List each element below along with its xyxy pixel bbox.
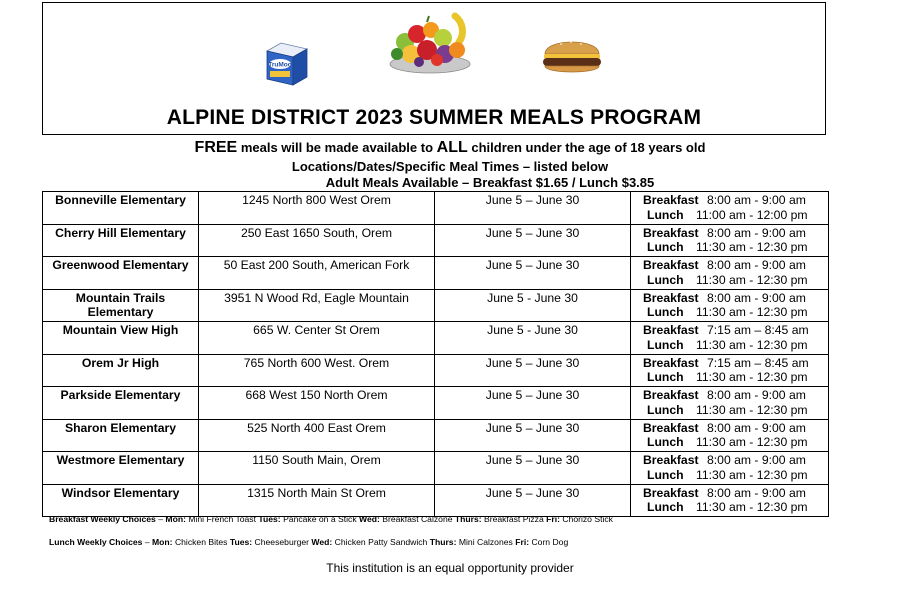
service-dates: June 5 – June 30 <box>435 257 631 290</box>
lunch-label: Lunch <box>647 500 684 515</box>
breakfast-time: 8:00 am - 9:00 am <box>707 388 806 402</box>
choice-day: Mon: <box>165 514 186 524</box>
table-row <box>43 419 829 452</box>
lunch-time-line <box>631 305 828 320</box>
lunch-time-line <box>631 435 828 450</box>
breakfast-label: Breakfast <box>643 193 699 207</box>
choice-day: Thurs: <box>454 514 482 524</box>
fruit-basket-icon <box>383 8 478 76</box>
schedule-table <box>42 191 829 517</box>
breakfast-choices-heading: Breakfast Weekly Choices <box>49 514 156 524</box>
breakfast-time: 8:00 am - 9:00 am <box>707 485 806 500</box>
breakfast-label: Breakfast <box>643 420 699 435</box>
school-address: 525 North 400 East Orem <box>199 419 435 452</box>
lunch-time: 11:30 am - 12:30 pm <box>696 467 808 482</box>
milk-brand-label: TruMoo <box>268 61 292 69</box>
table-row <box>43 289 829 322</box>
choice-item: Breakfast Pizza <box>484 514 544 524</box>
school-name: Westmore Elementary <box>43 452 199 485</box>
breakfast-label: Breakfast <box>643 453 699 467</box>
meal-times <box>631 484 829 517</box>
table-row <box>43 224 829 257</box>
lunch-time-line <box>631 403 828 418</box>
lunch-choices: Lunch Weekly Choices – Mon: Chicken Bites Tues: Cheeseburger Wed: Chicken Patty Sandwich Thurs: Mini Calzones Fri: Corn Dog <box>49 537 569 547</box>
breakfast-time-line <box>631 291 828 306</box>
choice-item: Mini Calzones <box>458 537 513 547</box>
lunch-label: Lunch <box>647 402 684 417</box>
breakfast-label: Breakfast <box>643 290 699 305</box>
lunch-label: Lunch <box>647 272 684 287</box>
breakfast-label: Breakfast <box>643 225 699 240</box>
meal-times <box>631 387 829 420</box>
school-name: Parkside Elementary <box>43 387 199 420</box>
lunch-label: Lunch <box>647 467 684 482</box>
lunch-time: 11:30 am - 12:30 pm <box>696 240 808 255</box>
table-row <box>43 452 829 485</box>
choice-day: Wed: <box>359 514 380 524</box>
breakfast-time: 8:00 am - 9:00 am <box>707 258 806 272</box>
lunch-time-line <box>631 468 828 483</box>
school-address: 665 W. Center St Orem <box>199 322 435 355</box>
choice-item: Chicken Patty Sandwich <box>334 537 428 547</box>
breakfast-choices: Breakfast Weekly Choices – Mon: Mini French Toast Tues: Pancake on a Stick Wed: Breakfast Calzone Thurs: Breakfast Pizza Fri: Chorizo Stick <box>49 514 613 524</box>
footer-statement: This institution is an equal opportunity provider <box>326 561 574 575</box>
header-box <box>42 2 826 135</box>
breakfast-time: 8:00 am - 9:00 am <box>707 290 806 305</box>
choice-day: Mon: <box>152 537 173 547</box>
service-dates: June 5 – June 30 <box>435 484 631 517</box>
service-dates: June 5 – June 30 <box>435 387 631 420</box>
breakfast-time-line <box>631 356 828 371</box>
choice-day: Wed: <box>311 537 333 547</box>
breakfast-label: Breakfast <box>643 485 699 500</box>
school-name: Sharon Elementary <box>43 419 199 452</box>
lunch-time: 11:30 am - 12:30 pm <box>696 500 808 515</box>
school-name: Bonneville Elementary <box>43 192 199 225</box>
meal-times <box>631 224 829 257</box>
school-name: Greenwood Elementary <box>43 257 199 290</box>
breakfast-time-line <box>631 486 828 501</box>
choice-item: Chicken Bites <box>174 537 228 547</box>
intro-text-1: meals will be made available to <box>237 140 437 155</box>
lunch-time: 11:30 am - 12:30 pm <box>696 337 808 352</box>
locations-note: Locations/Dates/Specific Meal Times – listed below <box>291 159 609 174</box>
lunch-time: 11:30 am - 12:30 pm <box>696 435 808 450</box>
lunch-choices-heading: Lunch Weekly Choices <box>49 537 143 547</box>
table-row <box>43 387 829 420</box>
lunch-time: 11:30 am - 12:30 pm <box>696 370 808 385</box>
breakfast-label: Breakfast <box>643 355 699 370</box>
meal-times <box>631 452 829 485</box>
lunch-label: Lunch <box>647 207 684 222</box>
meal-times <box>631 354 829 387</box>
choice-item: Breakfast Calzone <box>382 514 453 524</box>
choice-item: Mini French Toast <box>188 514 256 524</box>
service-dates: June 5 – June 30 <box>435 224 631 257</box>
school-name: Cherry Hill Elementary <box>43 224 199 257</box>
choice-item: Cheeseburger <box>254 537 310 547</box>
lunch-label: Lunch <box>647 305 684 320</box>
meal-times <box>631 322 829 355</box>
breakfast-label: Breakfast <box>643 258 699 272</box>
table-row <box>43 354 829 387</box>
school-address: 250 East 1650 South, Orem <box>199 224 435 257</box>
school-address: 765 North 600 West. Orem <box>199 354 435 387</box>
choice-item: Pancake on a Stick <box>283 514 357 524</box>
table-row <box>43 257 829 290</box>
lunch-time-line <box>631 500 828 515</box>
lunch-time: 11:00 am - 12:00 pm <box>696 207 808 222</box>
school-name: Windsor Elementary <box>43 484 199 517</box>
school-name: Mountain View High <box>43 322 199 355</box>
hamburger-icon <box>539 30 605 80</box>
lunch-time-line <box>631 240 828 255</box>
school-address: 50 East 200 South, American Fork <box>199 257 435 290</box>
table-row <box>43 192 829 225</box>
lunch-label: Lunch <box>647 370 684 385</box>
breakfast-time-line <box>631 258 828 273</box>
milk-carton-icon <box>261 41 313 87</box>
table-row <box>43 484 829 517</box>
lunch-time: 11:30 am - 12:30 pm <box>696 402 808 417</box>
meal-times <box>631 192 829 225</box>
meal-times <box>631 257 829 290</box>
service-dates: June 5 - June 30 <box>435 289 631 322</box>
choice-day: Thurs: <box>429 537 457 547</box>
lunch-label: Lunch <box>647 240 684 255</box>
choice-item: Corn Dog <box>531 537 569 547</box>
lunch-label: Lunch <box>647 337 684 352</box>
choice-day: Fri: <box>546 514 560 524</box>
school-name: Mountain Trails Elementary <box>43 289 199 322</box>
free-meals-statement <box>0 139 900 157</box>
breakfast-label: Breakfast <box>643 388 699 402</box>
school-name: Orem Jr High <box>43 354 199 387</box>
service-dates: June 5 – June 30 <box>435 192 631 225</box>
school-address: 1315 North Main St Orem <box>199 484 435 517</box>
choice-day: Tues: <box>229 537 253 547</box>
service-dates: June 5 - June 30 <box>435 322 631 355</box>
service-dates: June 5 – June 30 <box>435 419 631 452</box>
meal-times <box>631 289 829 322</box>
breakfast-time: 8:00 am - 9:00 am <box>707 453 806 467</box>
school-address: 3951 N Wood Rd, Eagle Mountain <box>199 289 435 322</box>
lunch-time: 11:30 am - 12:30 pm <box>696 305 808 320</box>
intro-text-2: children under the age of 18 years old <box>467 140 706 155</box>
breakfast-time: 8:00 am - 9:00 am <box>707 193 806 207</box>
school-address: 668 West 150 North Orem <box>199 387 435 420</box>
lunch-time-line <box>631 338 828 353</box>
adult-meals-note: Adult Meals Available – Breakfast $1.65 / Lunch $3.85 <box>325 175 655 190</box>
free-word: FREE <box>194 139 238 156</box>
lunch-time-line <box>631 273 828 288</box>
lunch-label: Lunch <box>647 435 684 450</box>
table-row <box>43 322 829 355</box>
breakfast-time: 7:15 am – 8:45 am <box>707 323 809 337</box>
choice-day: Fri: <box>515 537 530 547</box>
lunch-time-line <box>631 208 828 223</box>
service-dates: June 5 – June 30 <box>435 452 631 485</box>
breakfast-time-line <box>631 323 828 338</box>
breakfast-time-line <box>631 421 828 436</box>
breakfast-time: 8:00 am - 9:00 am <box>707 225 806 240</box>
meal-times <box>631 419 829 452</box>
breakfast-time-line <box>631 388 828 403</box>
breakfast-time-line <box>631 226 828 241</box>
school-address: 1150 South Main, Orem <box>199 452 435 485</box>
breakfast-time-line <box>631 193 828 208</box>
school-address: 1245 North 800 West Orem <box>199 192 435 225</box>
breakfast-time: 8:00 am - 9:00 am <box>707 420 806 435</box>
breakfast-time: 7:15 am – 8:45 am <box>707 355 809 370</box>
choice-day: Tues: <box>258 514 281 524</box>
breakfast-time-line <box>631 453 828 468</box>
all-word: ALL <box>436 139 468 156</box>
breakfast-label: Breakfast <box>643 323 699 337</box>
lunch-time: 11:30 am - 12:30 pm <box>696 272 808 287</box>
page-title: ALPINE DISTRICT 2023 SUMMER MEALS PROGRAM <box>166 106 702 129</box>
service-dates: June 5 – June 30 <box>435 354 631 387</box>
choice-item: Chorizo Stick <box>562 514 613 524</box>
lunch-time-line <box>631 370 828 385</box>
